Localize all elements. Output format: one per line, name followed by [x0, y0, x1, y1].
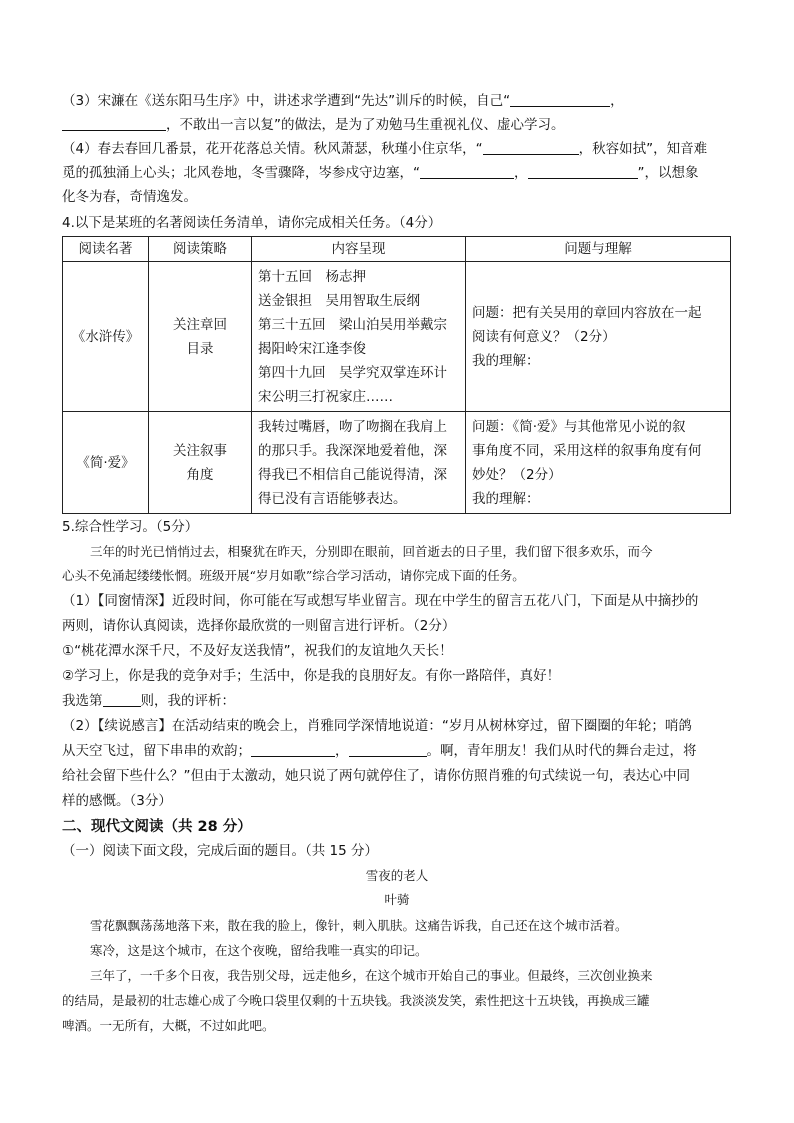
task5-part2-line-2: 从天空飞过，留下串串的欢韵； ， 。啊，青年朋友！我们从时代的舞台走过，将: [62, 743, 697, 759]
column-header: 问题与理解: [466, 237, 731, 262]
section-subheading: （一）阅读下面文段，完成后面的题目。（共 15 分）: [62, 843, 379, 859]
answer-blank[interactable]: [528, 164, 638, 179]
essay-paragraph-1: 雪花飘飘荡荡地落下来，散在我的脸上，像针，刺入肌肤。这痛告诉我，自己还在这个城市活着。: [90, 918, 628, 933]
task4-title: 4.以下是某班的名著阅读任务清单，请你完成相关任务。（4分）: [62, 215, 442, 231]
choice-line: 我选第 则，我的评析：: [62, 693, 235, 709]
column-header: 阅读名著: [63, 237, 149, 262]
essay-paragraph-3-line-3: 啤酒。一无所有，大概，不过如此吧。: [62, 1018, 275, 1033]
message-2: ②学习上，你是我的竞争对手；生活中，你是我的良朋好友。有你一路陪伴，真好！: [62, 668, 561, 684]
table-row: [63, 262, 731, 412]
q4-line-2: 觅的孤独涌上心头；北风卷地，冬雪骤降，岑参戍守边塞，“ ， ”，以想象: [62, 165, 699, 181]
content-cell: 我转过嘴唇，吻了吻搁在我肩上 的那只手。我深深地爱着他，深 得我已不相信自己能说得清，深 得已没有言语能够表达。: [252, 412, 466, 514]
task5-intro-1: 三年的时光已悄悄过去，相聚犹在昨天，分别即在眼前，回首逝去的日子里，我们留下很多欢乐，而今: [90, 544, 653, 559]
task5-title: 5.综合性学习。（5分）: [62, 519, 199, 535]
essay-paragraph-2: 寒冷，这是这个城市，在这个夜晚，留给我唯一真实的印记。: [90, 943, 428, 958]
book-title: 《简·爱》: [63, 412, 149, 514]
task5-intro-2: 心头不免涌起缕缕怅惘。班级开展“岁月如歌”综合学习活动，请你完成下面的任务。: [62, 568, 525, 583]
task5-part1-line-2: 两则，请你认真阅读，选择你最欣赏的一则留言进行评析。（2分）: [62, 618, 456, 634]
answer-blank[interactable]: [62, 116, 166, 131]
strategy-cell: 关注叙事 角度: [149, 412, 252, 514]
essay-author: 叶骑: [384, 892, 410, 907]
q4-line-3: 化冬为春，奇情逸发。: [62, 189, 197, 205]
question-cell[interactable]: 问题：把有关吴用的章回内容放在一起 阅读有何意义？（2分） 我的理解：: [466, 262, 731, 412]
message-1: ①“桃花潭水深千尺，不及好友送我情”，祝我们的友谊地久天长！: [62, 643, 453, 659]
answer-blank[interactable]: [349, 742, 427, 757]
essay-title: 雪夜的老人: [365, 868, 429, 883]
answer-blank[interactable]: [420, 164, 514, 179]
section-heading: 二、现代文阅读（共 28 分）: [62, 819, 252, 835]
answer-blank[interactable]: [251, 742, 335, 757]
essay-paragraph-3-line-2: 的结局，是最初的壮志雄心成了今晚口袋里仅剩的十五块钱。我淡淡发笑，索性把这十五块钱，再换成三罐: [62, 993, 650, 1008]
task5-part2-line-4: 样的感慨。（3分）: [62, 793, 172, 809]
question-cell[interactable]: 问题：《简·爱》与其他常见小说的叙 事角度不同，采用这样的叙事角度有何 妙处？（2分） 我的理解：: [466, 412, 731, 514]
q3-line-1: （3）宋濂在《送东阳马生序》中，讲述求学遭到“先达”训斥的时候，自己“ ，: [62, 93, 624, 109]
task5-part2-line-3: 给社会留下些什么？”但由于太激动，她只说了两句就停住了，请你仿照肖雅的句式续说一句，表达心中同: [62, 768, 690, 784]
table-header-row: [63, 237, 731, 262]
answer-blank[interactable]: [483, 140, 579, 155]
choice-blank[interactable]: [103, 692, 141, 707]
column-header: 阅读策略: [149, 237, 252, 262]
content-cell: 第十五回 杨志押 送金银担 吴用智取生辰纲 第三十五回 梁山泊吴用举戴宗 揭阳岭宋江逢李俊 第四十九回 吴学究双掌连环计 宋公明三打祝家庄……: [252, 262, 466, 412]
book-title: 《水浒传》: [63, 262, 149, 412]
q3-line-2: ，不敢出一言以复”的做法，是为了劝勉马生重视礼仪、虚心学习。: [62, 113, 732, 137]
table-row: [63, 412, 731, 514]
q4-line-1: （4）春去春回几番景，花开花落总关情。秋风萧瑟，秋瑾小住京华，“ ，秋容如拭”，知音难: [62, 141, 708, 157]
reading-task-table: [62, 236, 731, 514]
task5-part2-line-1: （2）【续说感言】在活动结束的晚会上，肖雅同学深情地说道：“岁月从树林穿过，留下圈圈的年轮；哨鸽: [62, 718, 692, 734]
answer-blank[interactable]: [510, 92, 610, 107]
column-header: 内容呈现: [252, 237, 466, 262]
essay-paragraph-3-line-1: 三年了，一千多个日夜，我告别父母，远走他乡，在这个城市开始自己的事业。但最终，三次创业换来: [90, 968, 653, 983]
strategy-cell: 关注章回 目录: [149, 262, 252, 412]
task5-part1-line-1: （1）【同窗情深】近段时间，你可能在写或想写毕业留言。现在中学生的留言五花八门，下面是从中摘抄的: [62, 593, 699, 609]
